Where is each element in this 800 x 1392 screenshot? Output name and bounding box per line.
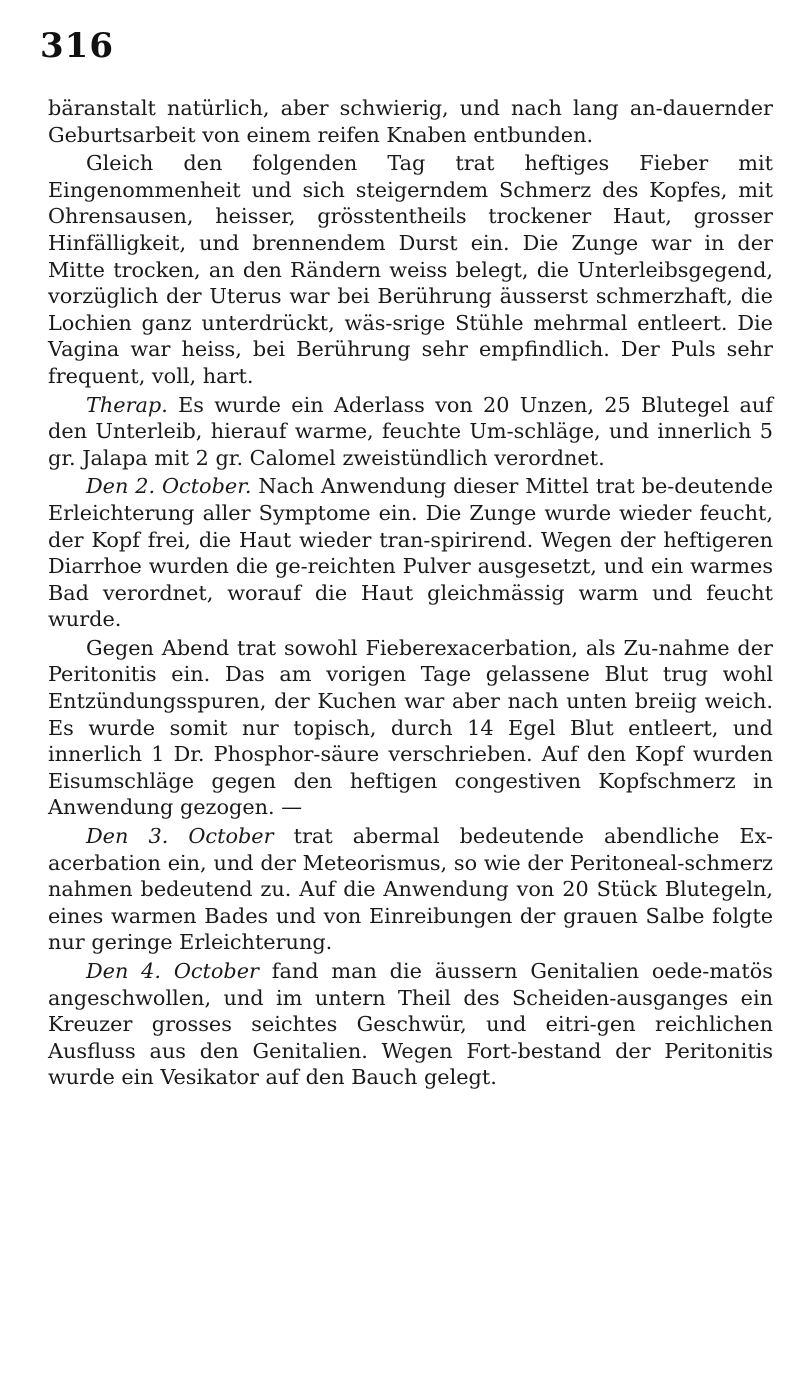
paragraph-4 <box>48 473 773 633</box>
paragraph-4-lead: Den 2. October. <box>86 474 252 499</box>
paragraph-6-lead: Den 3. October <box>86 824 274 849</box>
paragraph-3 <box>48 392 773 472</box>
body-text <box>48 95 773 1091</box>
paragraph-3-lead: Therap. <box>86 392 168 417</box>
paragraph-3-text: Es wurde ein Aderlass von 20 Unzen, 25 Blutegel auf den Unterleib, hierauf warme, feuchte Um-schläge, und innerlich 5 gr. Jalapa mit 2 gr. Calomel zweistündlich verordnet. <box>48 392 773 470</box>
paragraph-7-lead: Den 4. October <box>86 959 259 983</box>
paragraph-7 <box>48 958 773 1091</box>
paragraph-6 <box>48 823 773 956</box>
paragraph-6-text: trat abermal bedeutende abendliche Ex-acerbation ein, und der Meteorismus, so wie der Peritoneal-schmerz nahmen bedeutend zu. Auf die Anwendung von 20 Stück Blutegeln, eines warmen Bades und von Einreibungen der grauen Salbe folgte nur geringe Erleichterung. <box>48 824 774 955</box>
paragraph-5 <box>48 635 773 821</box>
paragraph-2 <box>48 150 773 389</box>
paragraph-4-text: Nach Anwendung dieser Mittel trat be-deutende Erleichterung aller Symptome ein. Die Zunge wurde wieder feucht, der Kopf frei, die Haut wieder tran-spirirend. Wegen der heftigeren Diarrhoe wurden die ge-reichten Pulver ausgesetzt, und ein warmes Bad verordnet, worauf die Haut gleichmässig warm und feucht wurde. <box>48 474 773 632</box>
paragraph-2-text: Gleich den folgenden Tag trat heftiges Fieber mit Eingenommenheit und sich steigerndem Schmerz des Kopfes, mit Ohrensausen, heisser, grösstentheils trockener Haut, grosser Hinfälligkeit, und brennendem Durst ein. Die Zunge war in der Mitte trocken, an den Rändern weiss belegt, die Unterleibsgegend, vorzüglich der Uterus war bei Berührung äusserst schmerzhaft, die Lochien ganz unterdrückt, wäs-srige Stühle mehrmal entleert. Die Vagina war heiss, bei Berührung sehr empfindlich. Der Puls sehr frequent, voll, hart. <box>48 151 773 388</box>
paragraph-7-text: fand man die äussern Genitalien oede-matös angeschwollen, und im untern Theil des Scheiden-ausganges ein Kreuzer grosses seichtes Geschwür, und eitri-gen reichlichen Ausfluss aus den Genitalien. Wegen Fort-bestand der Peritonitis wurde ein Vesikator auf den Bauch gelegt. <box>48 959 773 1090</box>
paragraph-1 <box>48 95 773 148</box>
paragraph-5-text: Gegen Abend trat sowohl Fieberexacerbation, als Zu-nahme der Peritonitis ein. Das am vorigen Tage gelassene Blut trug wohl Entzündungsspuren, der Kuchen war aber nach unten breiig weich. Es wurde somit nur topisch, durch 14 Egel Blut entleert, und innerlich 1 Dr. Phosphor-säure verschrieben. Auf den Kopf wurden Eisumschläge gegen den heftigen congestiven Kopfschmerz in Anwendung gezogen. — <box>48 635 773 820</box>
paragraph-1-text: bäranstalt natürlich, aber schwierig, und nach lang an-dauernder Geburtsarbeit von einem reifen Knaben entbunden. <box>48 96 773 147</box>
page-number: 316 <box>40 26 114 66</box>
